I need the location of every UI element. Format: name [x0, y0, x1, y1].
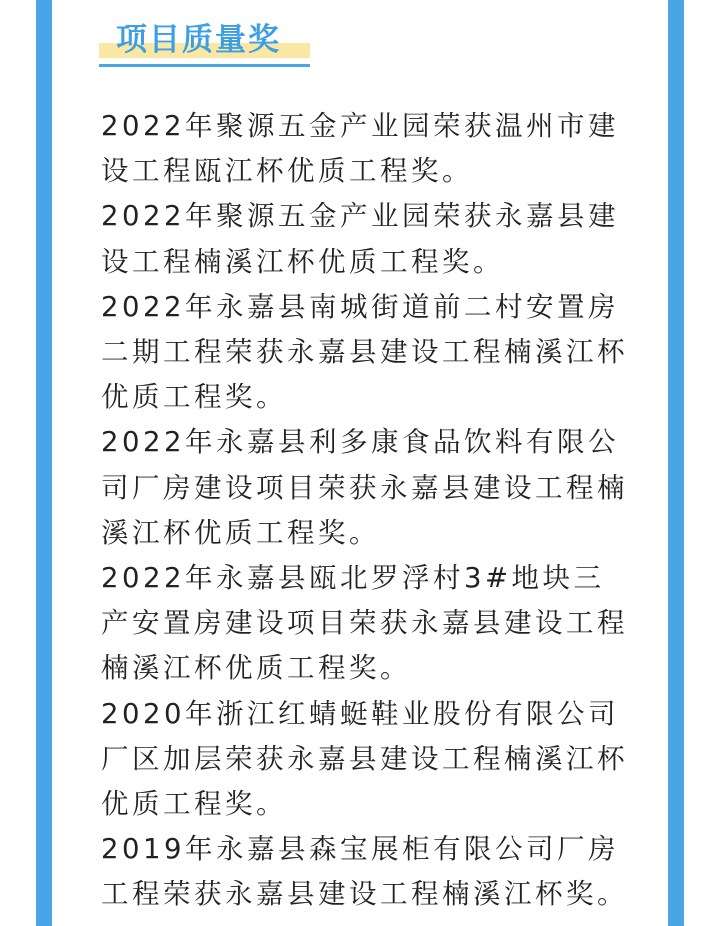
award-item-2: 2022年聚源五金产业园荣获永嘉县建设工程楠溪江杯优质工程奖。	[101, 200, 619, 278]
award-item-4: 2022年永嘉县利多康食品饮料有限公司厂房建设项目荣获永嘉县建设工程楠溪江杯优质工程奖。	[101, 426, 628, 549]
award-list	[101, 104, 631, 918]
award-item-3: 2022年永嘉县南城街道前二村安置房二期工程荣获永嘉县建设工程楠溪江杯优质工程奖。	[101, 290, 628, 414]
award-item-1: 2022年聚源五金产业园荣获温州市建设工程瓯江杯优质工程奖。	[101, 110, 619, 188]
section-header	[99, 17, 310, 67]
award-item-6: 2020年浙江红蜻蜓鞋业股份有限公司厂区加层荣获永嘉县建设工程楠溪江杯优质工程奖。	[101, 697, 628, 821]
left-decorative-bar	[36, 0, 52, 926]
section-title: 项目质量奖	[116, 22, 281, 58]
award-item-5: 2022年永嘉县瓯北罗浮村3#地块三产安置房建设项目荣获永嘉县建设工程楠溪江杯优质工程奖。	[101, 562, 628, 685]
award-item-7: 2019年永嘉县森宝展柜有限公司厂房工程荣获永嘉县建设工程楠溪江杯奖。	[101, 833, 628, 911]
title-underline	[99, 64, 310, 67]
right-decorative-bar	[668, 0, 684, 926]
